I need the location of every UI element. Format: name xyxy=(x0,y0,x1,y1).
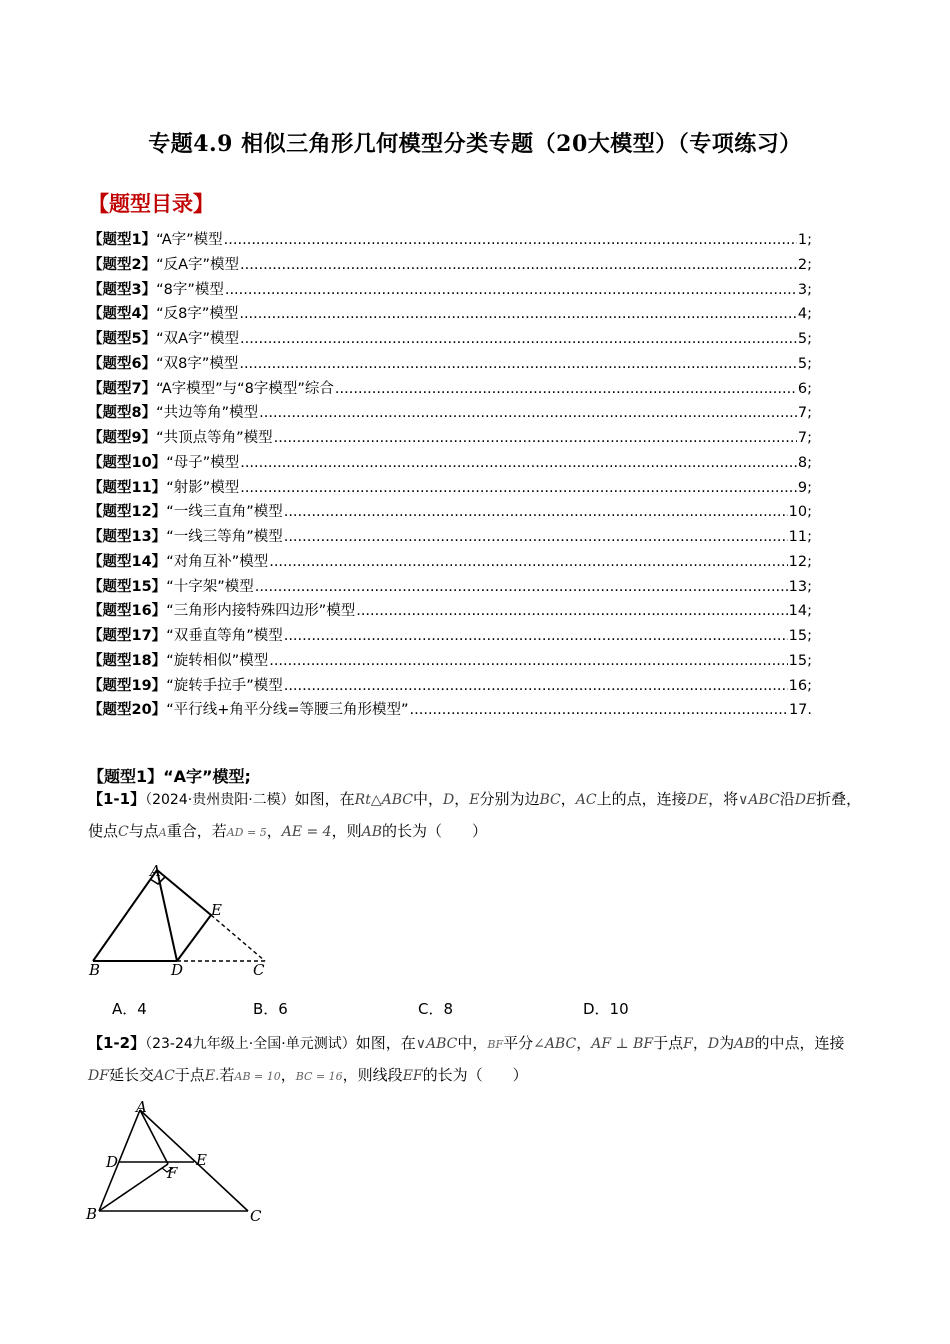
toc-leader xyxy=(240,257,797,273)
math-expression: AC xyxy=(153,1068,175,1084)
question-source: （23-24九年级上·全国·单元测试） xyxy=(145,1036,356,1052)
point-label-A: A xyxy=(150,862,161,880)
toc-item-label: 【题型11】 xyxy=(88,479,167,496)
question-text: ， xyxy=(454,790,470,808)
toc-item-name: “旋转手拉手”模型 xyxy=(166,677,283,694)
question-text: 于点 xyxy=(174,1066,205,1084)
segment-AF xyxy=(140,1110,168,1164)
toc-item-page: 5; xyxy=(797,355,812,372)
question-text: 分别为边 xyxy=(479,790,540,808)
toc-leader xyxy=(224,232,797,248)
math-expression: BF xyxy=(487,1038,504,1051)
math-expression: AC xyxy=(575,792,597,808)
toc-item-name: “三角形内接特殊四边形”模型 xyxy=(166,603,356,620)
math-expression: EF xyxy=(402,1068,423,1084)
question-text: ， xyxy=(280,1066,296,1084)
toc-heading: 【题型目录】 xyxy=(88,192,214,216)
point-label-B: B xyxy=(89,961,101,979)
point-label-D: D xyxy=(106,1153,119,1171)
math-expression: AB = 10 xyxy=(234,1070,281,1083)
toc-item-label: 【题型9】 xyxy=(88,430,157,446)
question-text: 的长为（ ） xyxy=(382,822,488,840)
math-expression: ∠ABC xyxy=(533,1036,577,1052)
math-expression: F xyxy=(683,1036,693,1052)
toc-item-label: 【题型4】 xyxy=(88,306,157,323)
toc-item-page: 2; xyxy=(797,256,812,273)
toc-leader xyxy=(240,480,797,496)
toc-item-label: 【题型20】 xyxy=(88,702,167,719)
toc-item-name: “反A字”模型 xyxy=(156,256,240,273)
toc-item-page: 7; xyxy=(797,405,812,422)
toc-item-page: 15; xyxy=(788,628,812,644)
math-expression: D xyxy=(442,792,455,808)
point-label-C: C xyxy=(253,961,265,979)
math-expression: DE xyxy=(794,792,817,808)
toc-item-page: 3; xyxy=(797,281,812,298)
toc-item-label: 【题型12】 xyxy=(88,504,167,521)
question-text: ， xyxy=(560,790,576,808)
math-expression: ∨ABC xyxy=(415,1036,458,1052)
math-expression: AB xyxy=(734,1036,755,1052)
question-text: 折叠，使点 xyxy=(88,790,862,840)
point-label-D: D xyxy=(171,961,184,979)
toc-leader xyxy=(240,331,797,347)
question-text: 的中点，连接 xyxy=(754,1034,845,1052)
math-expression: E. xyxy=(204,1068,220,1084)
toc-item-page: 7; xyxy=(797,430,812,446)
toc-item-name: “一线三直角”模型 xyxy=(166,504,283,521)
math-expression: E xyxy=(469,792,480,808)
point-label-E: E xyxy=(211,901,222,919)
table-of-contents xyxy=(88,228,812,723)
toc-leader xyxy=(410,702,788,718)
toc-leader xyxy=(259,405,797,421)
segment-AC xyxy=(140,1110,248,1211)
option-b[interactable]: B．6 xyxy=(253,1000,288,1018)
question-text: 于点 xyxy=(653,1034,684,1052)
toc-item-page: 11; xyxy=(788,529,812,545)
toc-leader xyxy=(284,529,788,545)
toc-item-page: 13; xyxy=(788,578,812,595)
toc-item[interactable] xyxy=(88,649,812,674)
toc-item-page: 1; xyxy=(797,232,812,248)
toc-item[interactable] xyxy=(88,599,812,624)
toc-item-label: 【题型17】 xyxy=(88,628,167,644)
segment-EC-dashed xyxy=(211,915,265,961)
segment-AB xyxy=(93,870,157,961)
math-expression: AB xyxy=(361,824,383,840)
toc-item-label: 【题型5】 xyxy=(88,331,157,347)
toc-item-page: 15; xyxy=(788,652,812,669)
question-text: 若 xyxy=(219,1066,235,1084)
toc-item-name: “双垂直等角”模型 xyxy=(166,628,283,644)
question-text: 上的点，连接 xyxy=(596,790,687,808)
question-text: 重合，若 xyxy=(166,822,227,840)
toc-item-label: 【题型14】 xyxy=(88,553,167,570)
question-source: （2024·贵州贵阳·二模） xyxy=(145,792,295,808)
toc-item[interactable] xyxy=(88,575,812,600)
toc-leader xyxy=(274,430,797,446)
option-a[interactable]: A．4 xyxy=(112,1000,147,1018)
toc-leader xyxy=(284,628,788,644)
toc-item[interactable] xyxy=(88,500,812,525)
toc-item[interactable] xyxy=(88,624,812,649)
toc-item-page: 4; xyxy=(797,306,812,323)
toc-item-label: 【题型19】 xyxy=(88,677,167,694)
figure-1-2 xyxy=(82,1098,272,1228)
math-expression: Rt△ABC xyxy=(354,792,413,808)
toc-item-label: 【题型18】 xyxy=(88,652,167,669)
option-c[interactable]: C．8 xyxy=(418,1000,454,1018)
question-text: ， xyxy=(692,1034,708,1052)
toc-item[interactable] xyxy=(88,426,812,451)
toc-item[interactable] xyxy=(88,352,812,377)
toc-item[interactable] xyxy=(88,525,812,550)
point-label-F: F xyxy=(167,1164,178,1182)
math-expression: A xyxy=(158,826,167,839)
toc-item[interactable] xyxy=(88,451,812,476)
toc-item[interactable] xyxy=(88,476,812,501)
toc-item-name: “母子”模型 xyxy=(166,454,240,471)
toc-leader xyxy=(239,306,797,322)
question-text: 的长为（ ） xyxy=(422,1066,528,1084)
toc-item[interactable] xyxy=(88,377,812,402)
toc-item-name: “射影”模型 xyxy=(166,479,240,496)
toc-item-name: “共边等角”模型 xyxy=(156,405,259,422)
toc-leader xyxy=(284,678,788,694)
question-text: 中， xyxy=(412,790,443,808)
toc-item-name: “A字”模型 xyxy=(156,232,223,248)
question-text: ， xyxy=(266,822,282,840)
toc-item-name: “双A字”模型 xyxy=(156,331,240,347)
toc-leader xyxy=(284,504,788,520)
question-text: ，则线段 xyxy=(342,1066,403,1084)
toc-item[interactable] xyxy=(88,401,812,426)
toc-item[interactable] xyxy=(88,327,812,352)
question-text: ，则 xyxy=(331,822,362,840)
option-d[interactable]: D．10 xyxy=(583,1000,629,1018)
question-number: 【1-1】 xyxy=(88,790,146,808)
math-expression: D xyxy=(707,1036,720,1052)
figure-1-1 xyxy=(85,860,285,980)
toc-item-page: 6; xyxy=(797,380,812,397)
question-1-2 xyxy=(88,1028,863,1092)
toc-item-page: 17. xyxy=(788,702,812,719)
question-number: 【1-2】 xyxy=(88,1034,146,1052)
question-text: 与点 xyxy=(128,822,159,840)
math-expression: AF ⊥ BF xyxy=(591,1036,654,1052)
toc-item-label: 【题型8】 xyxy=(88,405,157,422)
question-text: 如图，在 xyxy=(355,1034,416,1052)
question-text: 延长交 xyxy=(108,1066,154,1084)
toc-item-label: 【题型13】 xyxy=(88,529,167,545)
toc-item-label: 【题型2】 xyxy=(88,256,157,273)
toc-leader xyxy=(335,381,797,397)
toc-item-label: 【题型6】 xyxy=(88,355,157,372)
math-expression: DE xyxy=(686,792,709,808)
toc-leader xyxy=(356,603,787,619)
segment-DE xyxy=(177,915,211,961)
point-label-C: C xyxy=(250,1207,262,1225)
toc-item-name: “旋转相似”模型 xyxy=(166,652,269,669)
toc-leader xyxy=(239,356,797,372)
toc-leader xyxy=(269,554,787,570)
toc-item-label: 【题型15】 xyxy=(88,578,167,595)
toc-leader xyxy=(240,455,797,471)
question-text: 中， xyxy=(457,1034,488,1052)
question-text: 沿 xyxy=(779,790,795,808)
toc-item[interactable] xyxy=(88,278,812,303)
toc-item-page: 16; xyxy=(788,677,812,694)
toc-item-label: 【题型3】 xyxy=(88,281,157,298)
toc-item-name: “一线三等角”模型 xyxy=(166,529,283,545)
toc-item[interactable] xyxy=(88,698,812,723)
toc-item-page: 12; xyxy=(788,553,812,570)
toc-item-name: “共顶点等角”模型 xyxy=(156,430,273,446)
toc-item-label: 【题型16】 xyxy=(88,603,167,620)
math-expression: ∨ABC xyxy=(738,792,780,808)
toc-item-name: “对角互补”模型 xyxy=(166,553,269,570)
toc-item[interactable] xyxy=(88,253,812,278)
toc-item[interactable] xyxy=(88,228,812,253)
question-text: 如图，在 xyxy=(294,790,355,808)
point-label-B: B xyxy=(86,1205,98,1223)
question-text: ，将 xyxy=(708,790,739,808)
toc-item-page: 5; xyxy=(797,331,812,347)
math-expression: AE = 4 xyxy=(281,824,332,840)
toc-leader xyxy=(225,282,797,298)
toc-item-label: 【题型7】 xyxy=(88,380,157,397)
point-label-E: E xyxy=(196,1151,207,1169)
toc-item-page: 10; xyxy=(788,504,812,521)
toc-item[interactable] xyxy=(88,674,812,699)
point-label-A: A xyxy=(136,1098,147,1116)
toc-item-page: 8; xyxy=(797,454,812,471)
toc-item-name: “8字”模型 xyxy=(156,281,224,298)
question-text: 平分 xyxy=(503,1034,534,1052)
question-text: 为 xyxy=(719,1034,735,1052)
math-expression: BC = 16 xyxy=(295,1070,343,1083)
toc-item-label: 【题型1】 xyxy=(88,232,157,248)
math-expression: DF xyxy=(88,1068,109,1084)
math-expression: C xyxy=(118,824,129,840)
toc-leader xyxy=(269,653,787,669)
toc-item-page: 14; xyxy=(788,603,812,620)
question-text: ， xyxy=(576,1034,592,1052)
math-expression: AD = 5 xyxy=(226,826,267,839)
toc-item-name: “反8字”模型 xyxy=(156,306,239,323)
question-1-1 xyxy=(88,784,863,848)
math-expression: BC xyxy=(539,792,561,808)
document-title: 专题4.9 相似三角形几何模型分类专题（20大模型）（专项练习） xyxy=(148,131,802,157)
toc-item[interactable] xyxy=(88,550,812,575)
toc-item-name: “平行线+角平分线=等腰三角形模型” xyxy=(166,702,409,719)
toc-item-label: 【题型10】 xyxy=(88,454,167,471)
toc-item-name: “A字模型”与“8字模型”综合 xyxy=(156,380,334,397)
section-heading: 【题型1】“A字”模型; xyxy=(88,767,251,786)
toc-item-page: 9; xyxy=(797,479,812,496)
toc-item-name: “十字架”模型 xyxy=(166,578,254,595)
toc-item-name: “双8字”模型 xyxy=(156,355,239,372)
toc-leader xyxy=(255,579,788,595)
toc-item[interactable] xyxy=(88,302,812,327)
